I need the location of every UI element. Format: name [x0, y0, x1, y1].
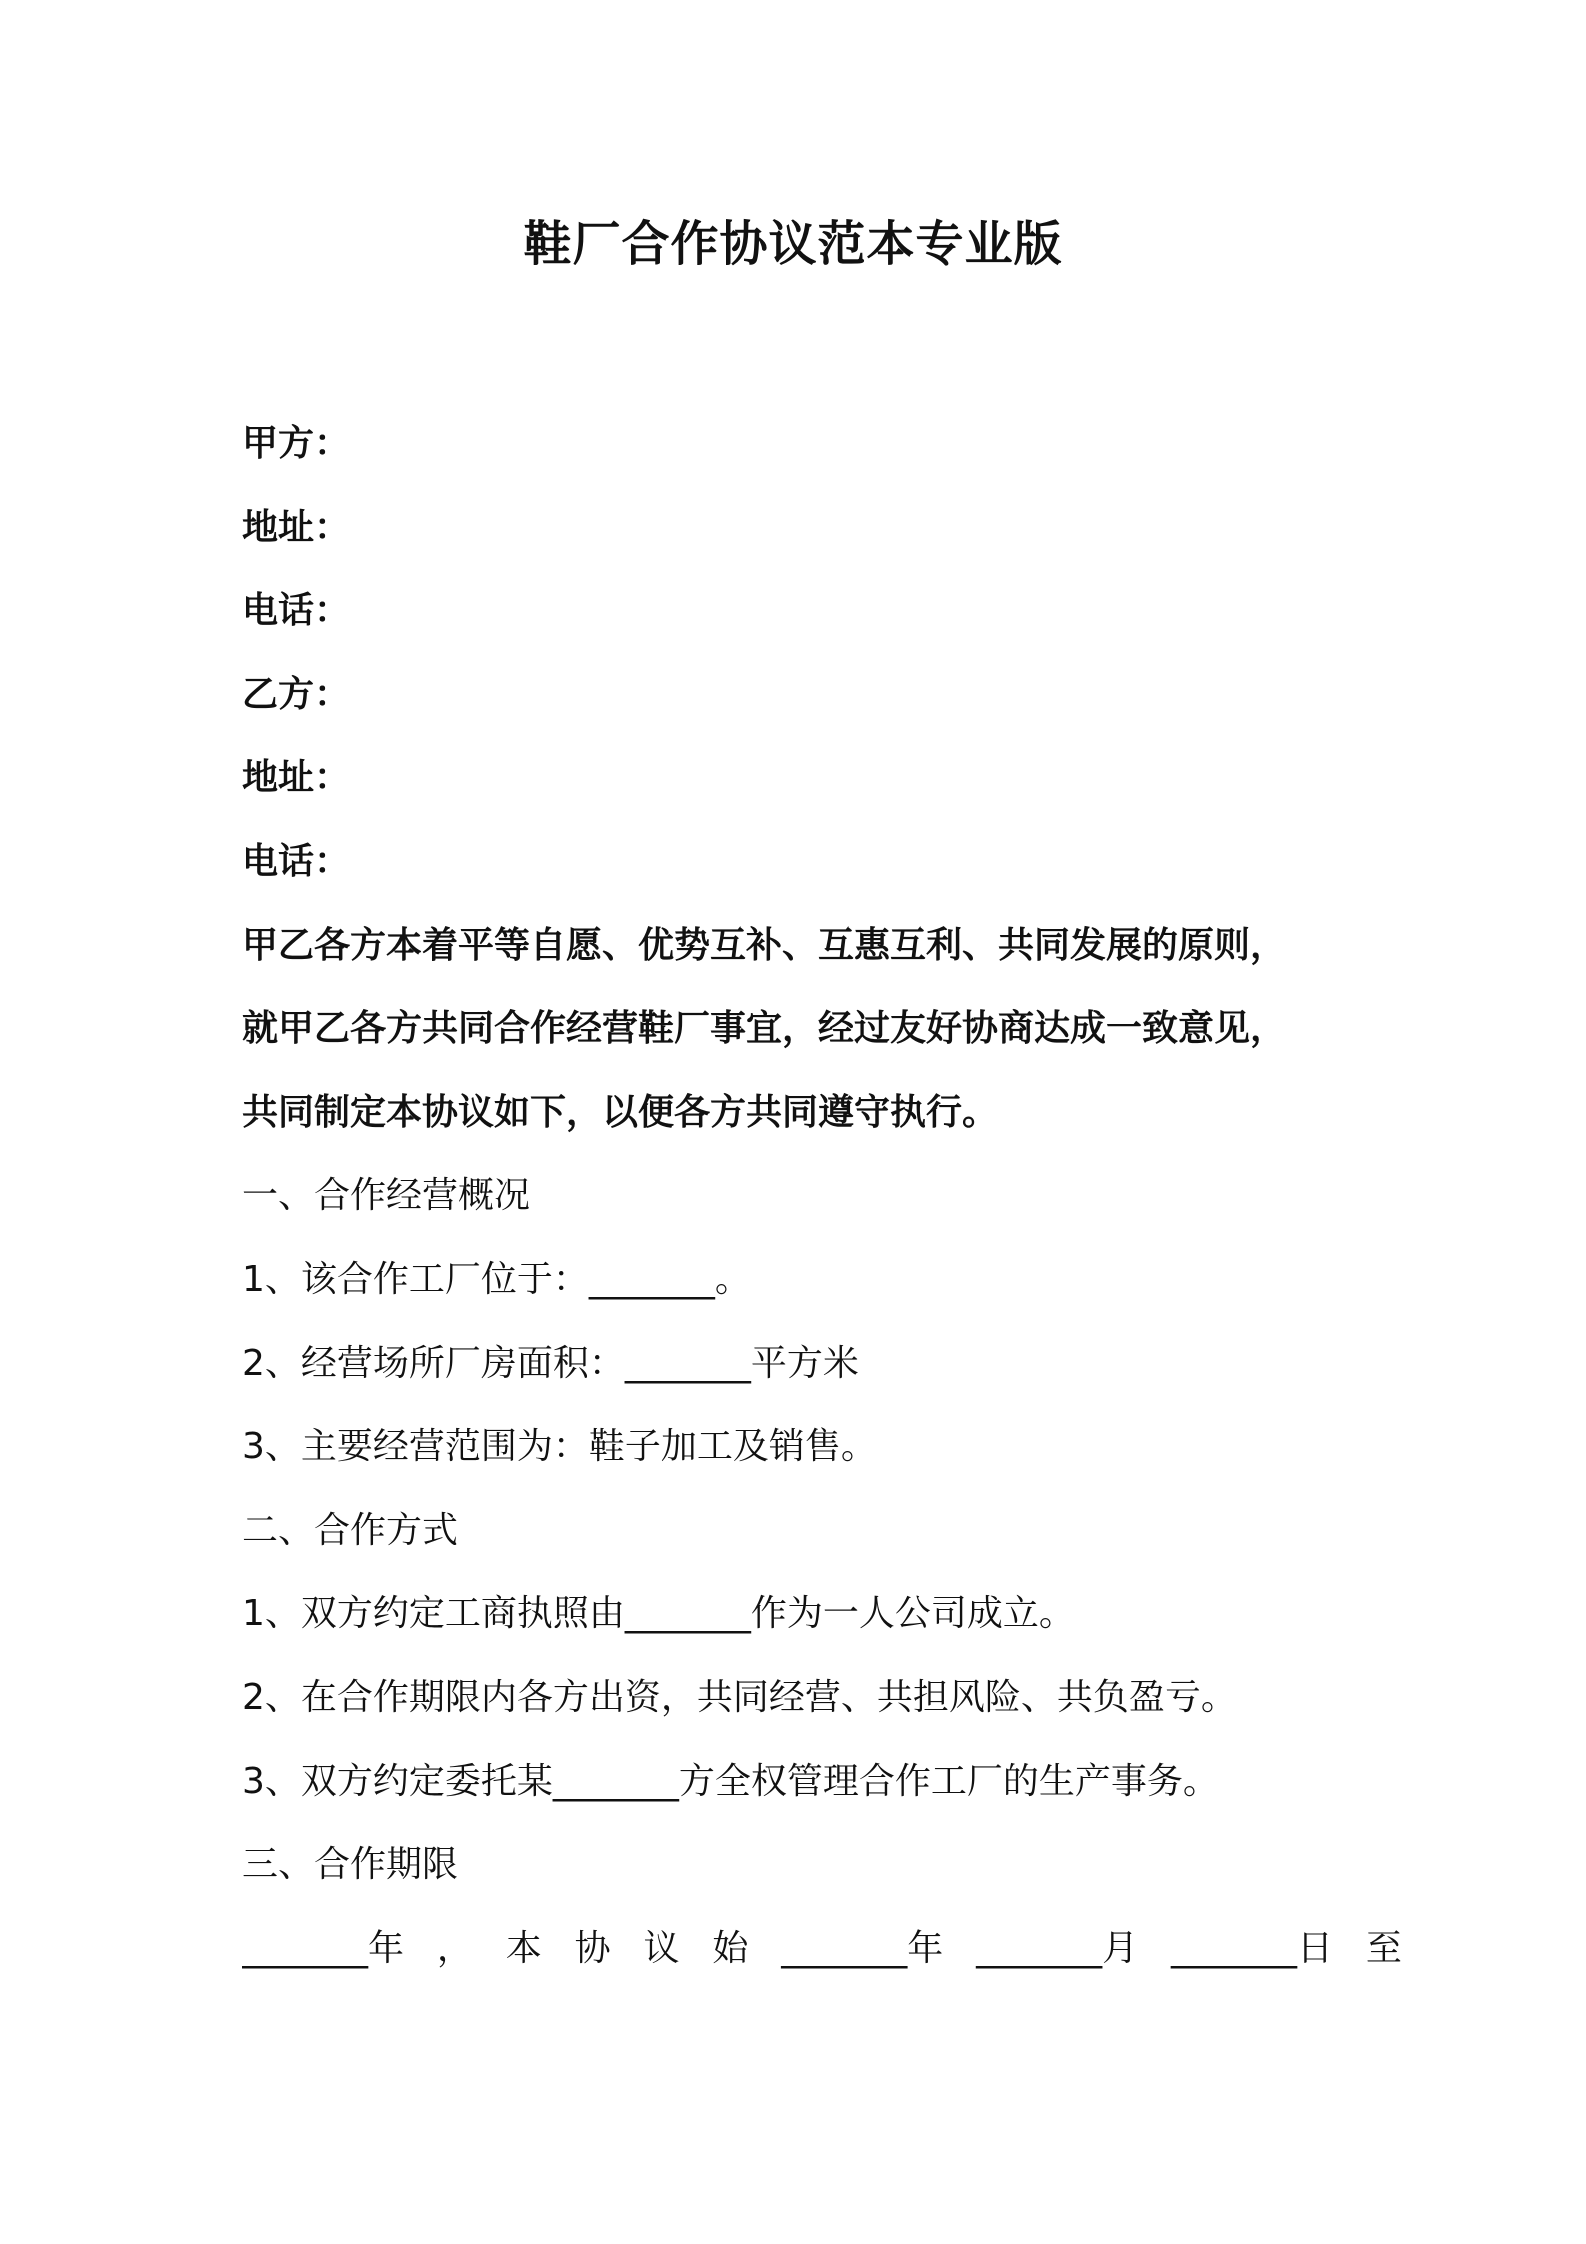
term-fragment: _______年 [781, 1927, 944, 1969]
preamble-line: 就甲乙各方共同合作经营鞋厂事宜，经过友好协商达成一致意见， [242, 1008, 1287, 1050]
term-fragment: ， [436, 1927, 473, 1969]
term-fragment: 议 [643, 1927, 680, 1969]
term-fragment: _______月 [976, 1927, 1139, 1969]
term-fragment: 本 [505, 1927, 542, 1969]
document-title: 鞋厂合作协议范本专业版 [523, 216, 1063, 272]
section-heading: 三、合作期限 [242, 1844, 459, 1886]
party-b-name-label: 乙方： [242, 673, 351, 715]
clause-item: 1、该合作工厂位于：_______。 [242, 1258, 751, 1300]
preamble-line: 共同制定本协议如下，以便各方共同遵守执行。 [242, 1091, 999, 1133]
section-heading: 一、合作经营概况 [242, 1175, 531, 1217]
clause-item: 3、主要经营范围为：鞋子加工及销售。 [242, 1426, 877, 1468]
party-b-phone-label: 电话： [242, 840, 351, 882]
clause-item: 2、经营场所厂房面积：_______平方米 [242, 1342, 859, 1384]
party-a-address-label: 地址： [242, 506, 351, 548]
clause-item: 2、在合作期限内各方出资，共同经营、共担风险、共负盈亏。 [242, 1676, 1237, 1718]
term-fragment: _______日 [1171, 1927, 1334, 1969]
term-fragment: 至 [1365, 1927, 1402, 1969]
section-heading: 二、合作方式 [242, 1509, 459, 1551]
term-fragment: 协 [574, 1927, 611, 1969]
document-body [242, 402, 1402, 1990]
clause-item: 3、双方约定委托某_______方全权管理合作工厂的生产事务。 [242, 1760, 1219, 1802]
party-a-name-label: 甲方： [242, 423, 351, 464]
preamble-line: 甲乙各方本着平等自愿、优势互补、互惠互利、共同发展的原则， [242, 924, 1287, 966]
term-line [242, 1907, 1402, 1991]
party-b-address-label: 地址： [242, 757, 351, 799]
clause-item: 1、双方约定工商执照由_______作为一人公司成立。 [242, 1593, 1075, 1635]
term-fragment: 始 [712, 1927, 749, 1969]
party-a-phone-label: 电话： [242, 590, 351, 632]
term-fragment: _______年 [242, 1927, 405, 1969]
